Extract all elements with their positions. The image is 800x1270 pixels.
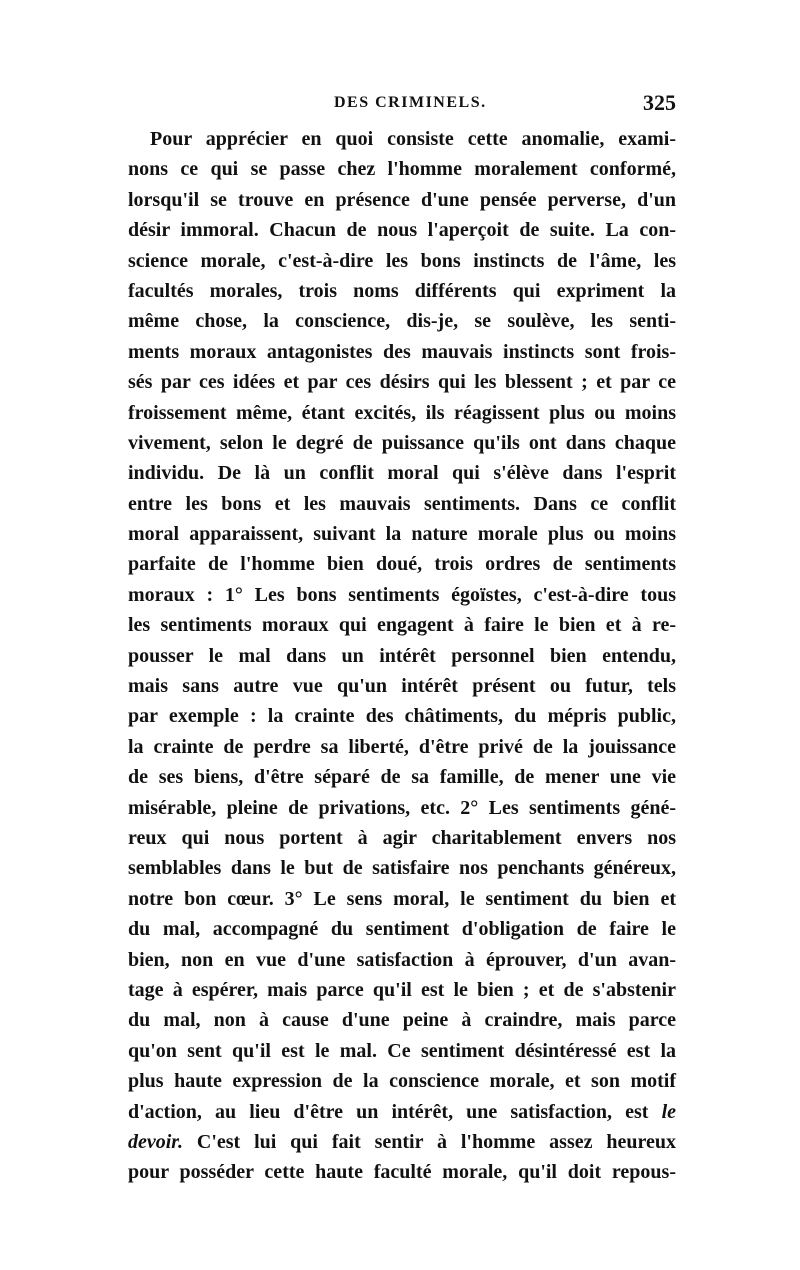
text-line: du mal, non à cause d'une peine à craindre, mais parce [128, 1009, 676, 1032]
text-line: vivement, selon le degré de puissance qu'ils ont dans chaque [128, 431, 676, 454]
page-number: 325 [643, 90, 676, 115]
text-line: de ses biens, d'être séparé de sa famille, de mener une vie [128, 766, 676, 789]
text-line: Pour apprécier en quoi consiste cette anomalie, exami- [150, 128, 676, 150]
running-head [128, 90, 676, 118]
running-title: DES CRIMINELS. [334, 94, 487, 111]
body-paragraph [128, 124, 676, 1188]
text-line: ments moraux antagonistes des mauvais instincts sont frois- [128, 340, 676, 363]
text-line: reux qui nous portent à agir charitablement envers nos [128, 826, 676, 849]
text-line-with-italic [128, 1097, 676, 1127]
text-line: lorsqu'il se trouve en présence d'une pensée perverse, d'un [128, 188, 676, 211]
text-line: désir immoral. Chacun de nous l'aperçoit de suite. La con- [128, 219, 676, 242]
text-line: facultés morales, trois noms différents qui expriment la [128, 279, 676, 302]
text-line: moraux : 1° Les bons sentiments égoïstes, c'est-à-dire tous [128, 583, 676, 606]
text-line: même chose, la conscience, dis-je, se soulève, les senti- [128, 310, 676, 333]
text-line: semblables dans le but de satisfaire nos penchants généreux, [128, 857, 676, 880]
text-line: notre bon cœur. 3° Le sens moral, le sentiment du bien et [128, 887, 676, 910]
text-line: par exemple : la crainte des châtiments, du mépris public, [128, 705, 676, 728]
text-line: parfaite de l'homme bien doué, trois ordres de sentiments [128, 553, 676, 576]
text-line: entre les bons et les mauvais sentiments. Dans ce conflit [128, 492, 676, 515]
text-line: pour posséder cette haute faculté morale, qu'il doit repous- [128, 1161, 676, 1184]
text-line: bien, non en vue d'une satisfaction à éprouver, d'un avan- [128, 948, 676, 971]
text-segment: d'action, au lieu d'être un intérêt, une satisfaction, est [128, 1100, 649, 1123]
text-line: pousser le mal dans un intérêt personnel bien entendu, [128, 644, 676, 667]
text-line: plus haute expression de la conscience morale, et son motif [128, 1070, 676, 1093]
text-line: science morale, c'est-à-dire les bons instincts de l'âme, les [128, 249, 676, 272]
italic-word: le [661, 1100, 676, 1123]
text-line: froissement même, étant excités, ils réagissent plus ou moins [128, 401, 676, 424]
italic-word: devoir. [128, 1130, 183, 1153]
text-line: qu'on sent qu'il est le mal. Ce sentiment désintéressé est la [128, 1039, 676, 1062]
text-line: les sentiments moraux qui engagent à faire le bien et à re- [128, 614, 676, 637]
text-line: la crainte de perdre sa liberté, d'être privé de la jouissance [128, 735, 676, 758]
text-line: tage à espérer, mais parce qu'il est le bien ; et de s'abstenir [128, 978, 676, 1001]
text-line: moral apparaissent, suivant la nature morale plus ou moins [128, 523, 676, 546]
text-segment: C'est lui qui fait sentir à l'homme assez heureux [196, 1130, 676, 1153]
text-line: individu. De là un conflit moral qui s'élève dans l'esprit [128, 462, 676, 485]
text-line-with-italic [128, 1127, 676, 1157]
text-line: misérable, pleine de privations, etc. 2° Les sentiments géné- [128, 796, 676, 819]
text-line: du mal, accompagné du sentiment d'obligation de faire le [128, 918, 676, 941]
text-line: nons ce qui se passe chez l'homme moralement conformé, [128, 158, 676, 181]
text-line: mais sans autre vue qu'un intérêt présent ou futur, tels [128, 675, 676, 698]
text-line: sés par ces idées et par ces désirs qui les blessent ; et par ce [128, 371, 676, 394]
